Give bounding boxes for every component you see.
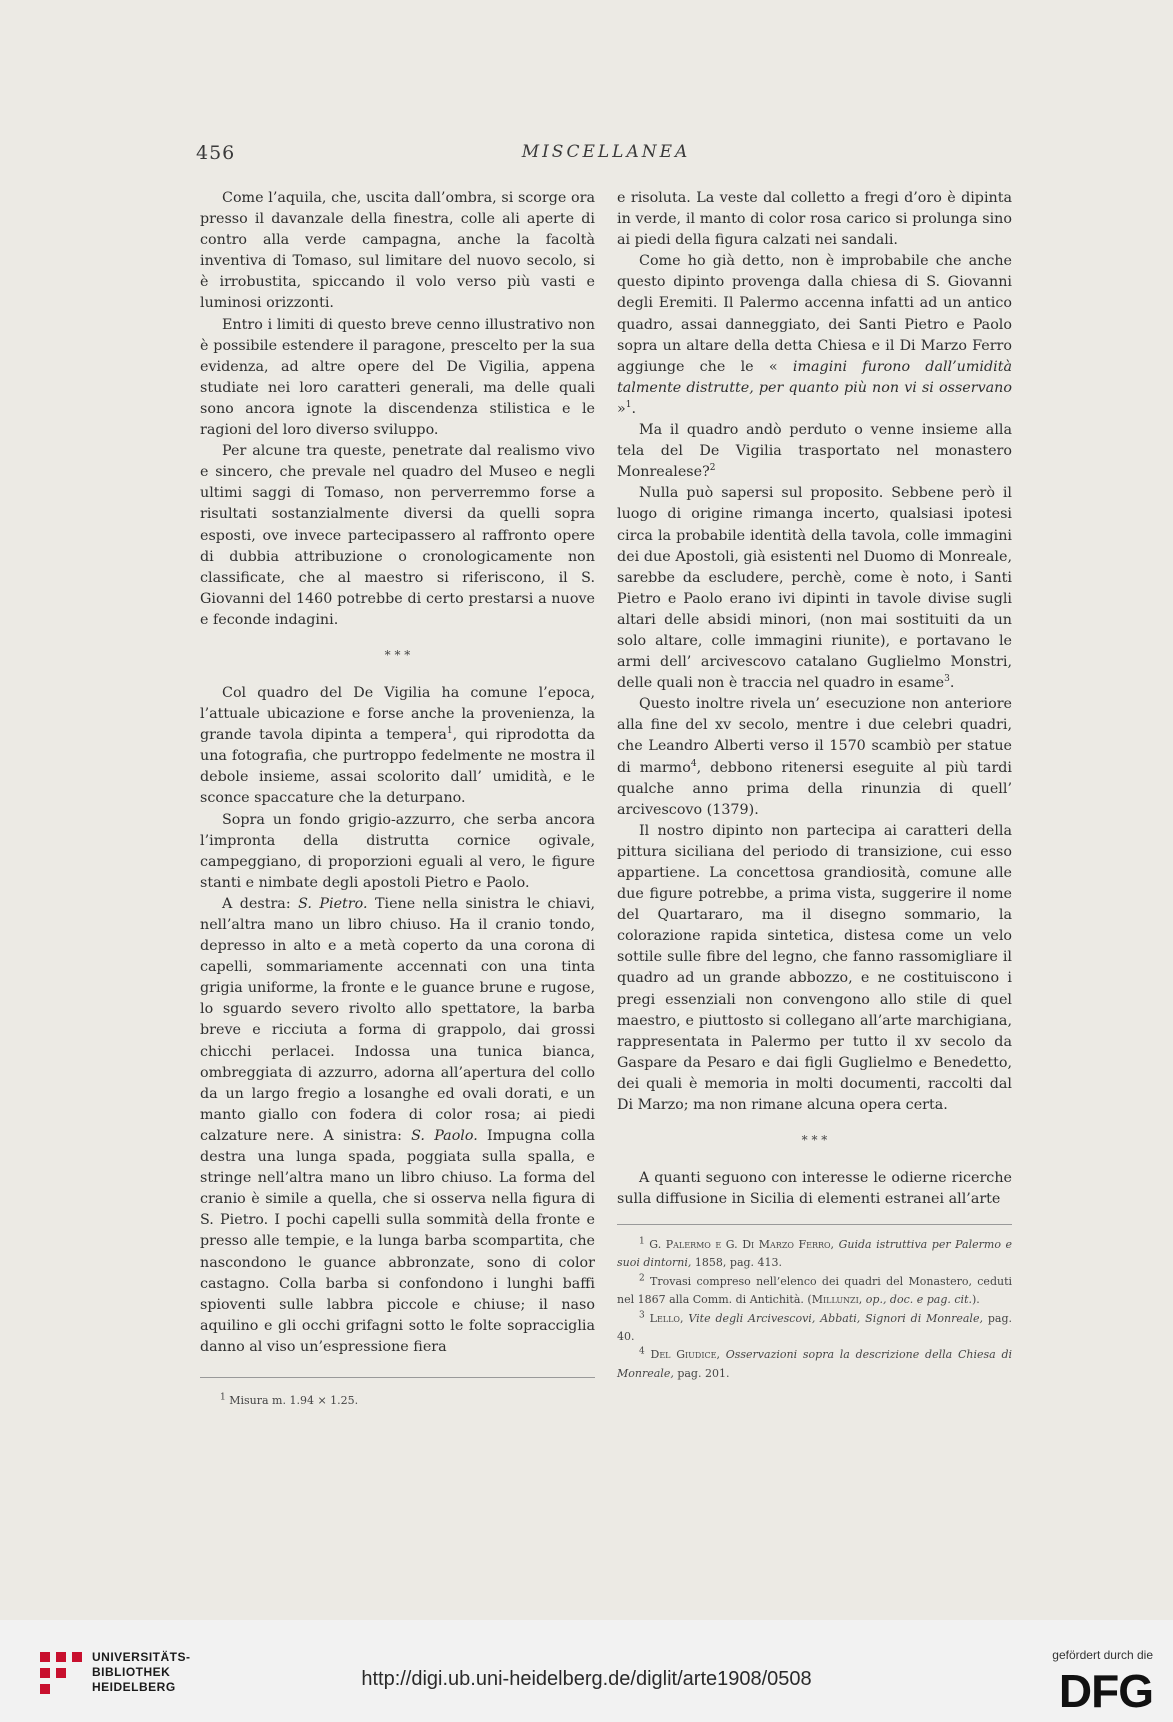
paragraph xyxy=(617,420,1012,483)
paragraph: Sopra un fondo grigio-azzurro, che serba ancora l’impronta della distrutta cornice ogivale, campeggiano, di proporzioni eguali al vero, le figure stanti e nimbate degli apostoli Pietro e Paolo. xyxy=(200,811,595,891)
italic-run: S. Paolo. xyxy=(411,1127,478,1144)
footnote-text: Trovasi compreso nell’elenco dei quadri del Monastero, ceduti nel 1867 alla Comm. di Antichità. ( xyxy=(617,1274,1013,1307)
footnote-text: Misura m. 1.94 × 1.25. xyxy=(229,1394,359,1407)
section-separator: * * * xyxy=(801,1133,828,1148)
footnote-number: 1 xyxy=(639,1236,645,1247)
paragraph: Entro i limiti di questo breve cenno illustrativo non è possibile estendere il paragone, prescelto per la sua evidenza, ad altre opere del De Vigilia, appena studiate nei loro caratteri generali, ma delle quali sono ancora ignote la discendenza stilistica e le ragioni del loro diverso sviluppo. xyxy=(200,316,595,439)
footnote xyxy=(617,1236,1012,1273)
footnote-title: Osservazioni sopra la descrizione della Chiesa di Monreale, xyxy=(617,1348,1012,1380)
text-run: Ma il quadro andò perduto o venne insieme alla tela del De Vigilia trasportato nel monastero Monrealese? xyxy=(617,422,1012,481)
library-name-line: HEIDELBERG xyxy=(92,1680,176,1694)
footnote-text: pag. 201. xyxy=(677,1366,730,1380)
footnote-title: op., doc. e pag. cit. xyxy=(865,1293,972,1307)
footnote xyxy=(617,1346,1012,1383)
footnote-number: 4 xyxy=(639,1346,645,1357)
right-column xyxy=(617,188,1012,1210)
text-run: Impugna colla destra una lunga spada, poggiata sulla spalla, e stringe nell’altra mano un libro chiuso. La forma del cranio è simile a quella, che si osserva nella figura di S. Pietro. I pochi capelli sulla sommità della fronte e presso alle tempie, e la lunga barba scompartita, che nascondono le guance abbronzate, sono di color castagno. Colla barba si confondono i lunghi baffi spioventi sulle labbra piccole e chiuse; il naso aquilino e gli occhi grifagni sotto le folte sopracciglia danno al viso un’espressione fiera xyxy=(200,1127,595,1355)
library-name-line: UNIVERSITÄTS- xyxy=(92,1650,191,1664)
text-run: Tiene nella sinistra le chiavi, nell’altra mano un libro chiuso. Ha il cranio tondo, depresso in alto e a metà coperto da una corona di capelli, sommariamente accennati con una tinta grigia uniforme, la fronte e le guance brune e rugose, lo sguardo severo rivolto allo spettatore, la barba breve e ricciuta a forma di grappolo, dai grossi chicchi perlacei. Indossa una tunica bianca, ombreggiata di azzurro, adorna all’apertura del collo da un largo fregio a losanghe ed ovali dorati, e un manto giallo con fodera di color rosa; ai piedi calzature nere. A sinistra: xyxy=(200,895,596,1144)
paragraph: Come l’aquila, che, uscita dall’ombra, si scorge ora presso il davanzale della finestra, colle ali aperte di contro alla verde campagna, anche la facoltà inventiva di Tomaso, sul limitare del nuovo secolo, si è irrobustita, spiccando il volo verso più vasti e luminosi orizzonti. xyxy=(200,190,595,312)
footnote-author: Millunzi, xyxy=(811,1293,863,1307)
footnote-text: pag. 40. xyxy=(617,1311,1013,1344)
paragraph: A quanti seguono con interesse le odierne ricerche sulla diffusione in Sicilia di elementi estranei all’arte xyxy=(617,1170,1012,1208)
footnotes xyxy=(617,1236,1012,1383)
text-run: , debbono ritenersi eseguite al più tardi qualche anno prima della rinunzia di quell’ arcivescovo (1379). xyxy=(617,759,1012,818)
footnote-ref: 1 xyxy=(446,726,453,737)
paragraph: Il nostro dipinto non partecipa ai caratteri della pittura siciliana del periodo di transizione, cui esso appartiene. La concettosa grandiosità, comune alle due figure potrebbe, a prima vista, suggerire il nome del Quartararo, ma il disegno sommario, la colorazione rapida sintetica, distesa come un velo sottile sulle fibre del legno, che fanno rassomigliare il quadro ad un grande abbozzo, e ne costituiscono i pregi essenziali non convengono allo stile di quel maestro, e piuttosto si collegano all’arte marchigiana, rappresentata in Palermo per tutto il xv secolo da Gaspare da Pesaro e dai figli Guglielmo e Benedetto, dei quali è memoria in molti documenti, raccolti dal Di Marzo; ma non rimane alcuna opera certa. xyxy=(617,822,1012,1114)
dfg-logo[interactable]: DFG xyxy=(1058,1665,1153,1717)
footnote xyxy=(617,1273,1012,1310)
footnote-number: 2 xyxy=(639,1273,645,1284)
paragraph xyxy=(200,894,595,1358)
footnote-ref: 4 xyxy=(690,758,697,769)
footnote xyxy=(617,1310,1012,1347)
library-name-line: BIBLIOTHEK xyxy=(92,1665,171,1679)
italic-run: S. Pietro. xyxy=(298,895,368,912)
footnote-ref: 3 xyxy=(944,674,950,685)
footnote-number: 3 xyxy=(639,1309,645,1320)
footnote-author: Del Giudice, xyxy=(650,1348,720,1362)
text-run: A destra: xyxy=(222,895,291,912)
paragraph xyxy=(617,483,1012,694)
funding-note: gefördert durch die xyxy=(1052,1648,1153,1662)
footnote xyxy=(220,1394,358,1407)
italic-run: imagini furono dall’umidità talmente distrutte, per quanto più non vi si osservano xyxy=(617,358,1012,396)
footnote-ref: 2 xyxy=(709,463,716,474)
footnote-rule xyxy=(617,1224,1012,1225)
footnote-title: Guida istruttiva per Palermo e suoi dintorni, xyxy=(617,1238,1012,1270)
footnote-author: Lello, xyxy=(649,1311,684,1325)
text-run: » xyxy=(617,400,626,417)
permalink-url[interactable]: http://digi.ub.uni-heidelberg.de/diglit/arte1908/0508 xyxy=(361,1668,812,1690)
page-header xyxy=(196,142,1016,168)
footnote-number: 1 xyxy=(220,1392,226,1403)
paragraph: e risoluta. La veste dal colletto a fregi d’oro è dipinta in verde, il manto di color rosa carico si prolunga sino ai piedi della figura calzati nei sandali. xyxy=(617,190,1012,249)
footnote-rule xyxy=(200,1377,595,1378)
text-run: Col quadro del De Vigilia ha comune l’epoca, l’attuale ubicazione e forse anche la provenienza, la grande tavola dipinta a tempera xyxy=(200,684,595,744)
paragraph xyxy=(200,683,595,810)
footnote-text: 1858, pag. 413. xyxy=(694,1256,783,1270)
text-run: Come ho già detto, non è improbabile che anche questo dipinto provenga dalla chiesa di S. Giovanni degli Eremiti. Il Palermo accenna infatti ad un antico quadro, assai danneggiato, dei Santi Pietro e Paolo sopra un altare della detta Chiesa e il Di Marzo Ferro aggiunge che le « xyxy=(617,253,1012,375)
text-run: . xyxy=(631,400,637,417)
paragraph xyxy=(617,694,1012,821)
footnote-title: Vite degli Arcivescovi, Abbati, Signori di Monreale, xyxy=(688,1311,983,1325)
footnote-author: G. Palermo e G. Di Marzo Ferro, xyxy=(649,1238,835,1251)
text-run: Questo inoltre rivela un’ esecuzione non anteriore alla fine del xv secolo, mentre i due celebri quadri, che Leandro Alberti verso il 1570 scambiò per statue di marmo xyxy=(617,696,1012,776)
footnote-ref: 1 xyxy=(625,400,632,411)
text-run: Nulla può sapersi sul proposito. Sebbene però il luogo di origine rimanga incerto, qualsiasi ipotesi circa la probabile identità della tavola, colle immagini dei due Apostoli, già esistenti nel Duomo di Monreale, sarebbe da escludere, perchè, come è noto, i Santi Pietro e Paolo erano ivi dipinti in tavole divise sugli altari delle absidi minori, (non mai sostituiti da un solo altare, colle immagini riunite), e portavano le armi dell’ arcivescovo catalano Guglielmo Monstri, delle quali non è traccia nel quadro in esame xyxy=(617,485,1012,692)
paragraph xyxy=(617,251,1012,420)
page-number: 456 xyxy=(196,142,236,164)
viewer-footer xyxy=(0,1620,1173,1722)
text-run: , qui riprodotta da una fotografia, che purtroppo fedelmente ne mostra il debole insieme, assai scolorito dall’ umidità, e le sconce spaccature che la deturpano. xyxy=(200,727,595,807)
section-separator: * * * xyxy=(384,647,411,662)
running-title: MISCELLANEA xyxy=(521,142,691,162)
footnote-text: ). xyxy=(972,1293,980,1307)
paragraph: Per alcune tra queste, penetrate dal realismo vivo e sincero, che prevale nel quadro del Museo e negli ultimi saggi di Tomaso, non perverremmo forse a risultati sostanzialmente diversi da quelli sopra esposti, ove invece partecipassero al raffronto opere di dubbia attribuzione o cronologicamente non classificate, che al maestro si riferiscono, il S. Giovanni del 1460 potrebbe di certo prestarsi a nuove e feconde indagini. xyxy=(200,443,595,628)
text-run: . xyxy=(949,675,955,692)
left-column xyxy=(200,188,595,1358)
